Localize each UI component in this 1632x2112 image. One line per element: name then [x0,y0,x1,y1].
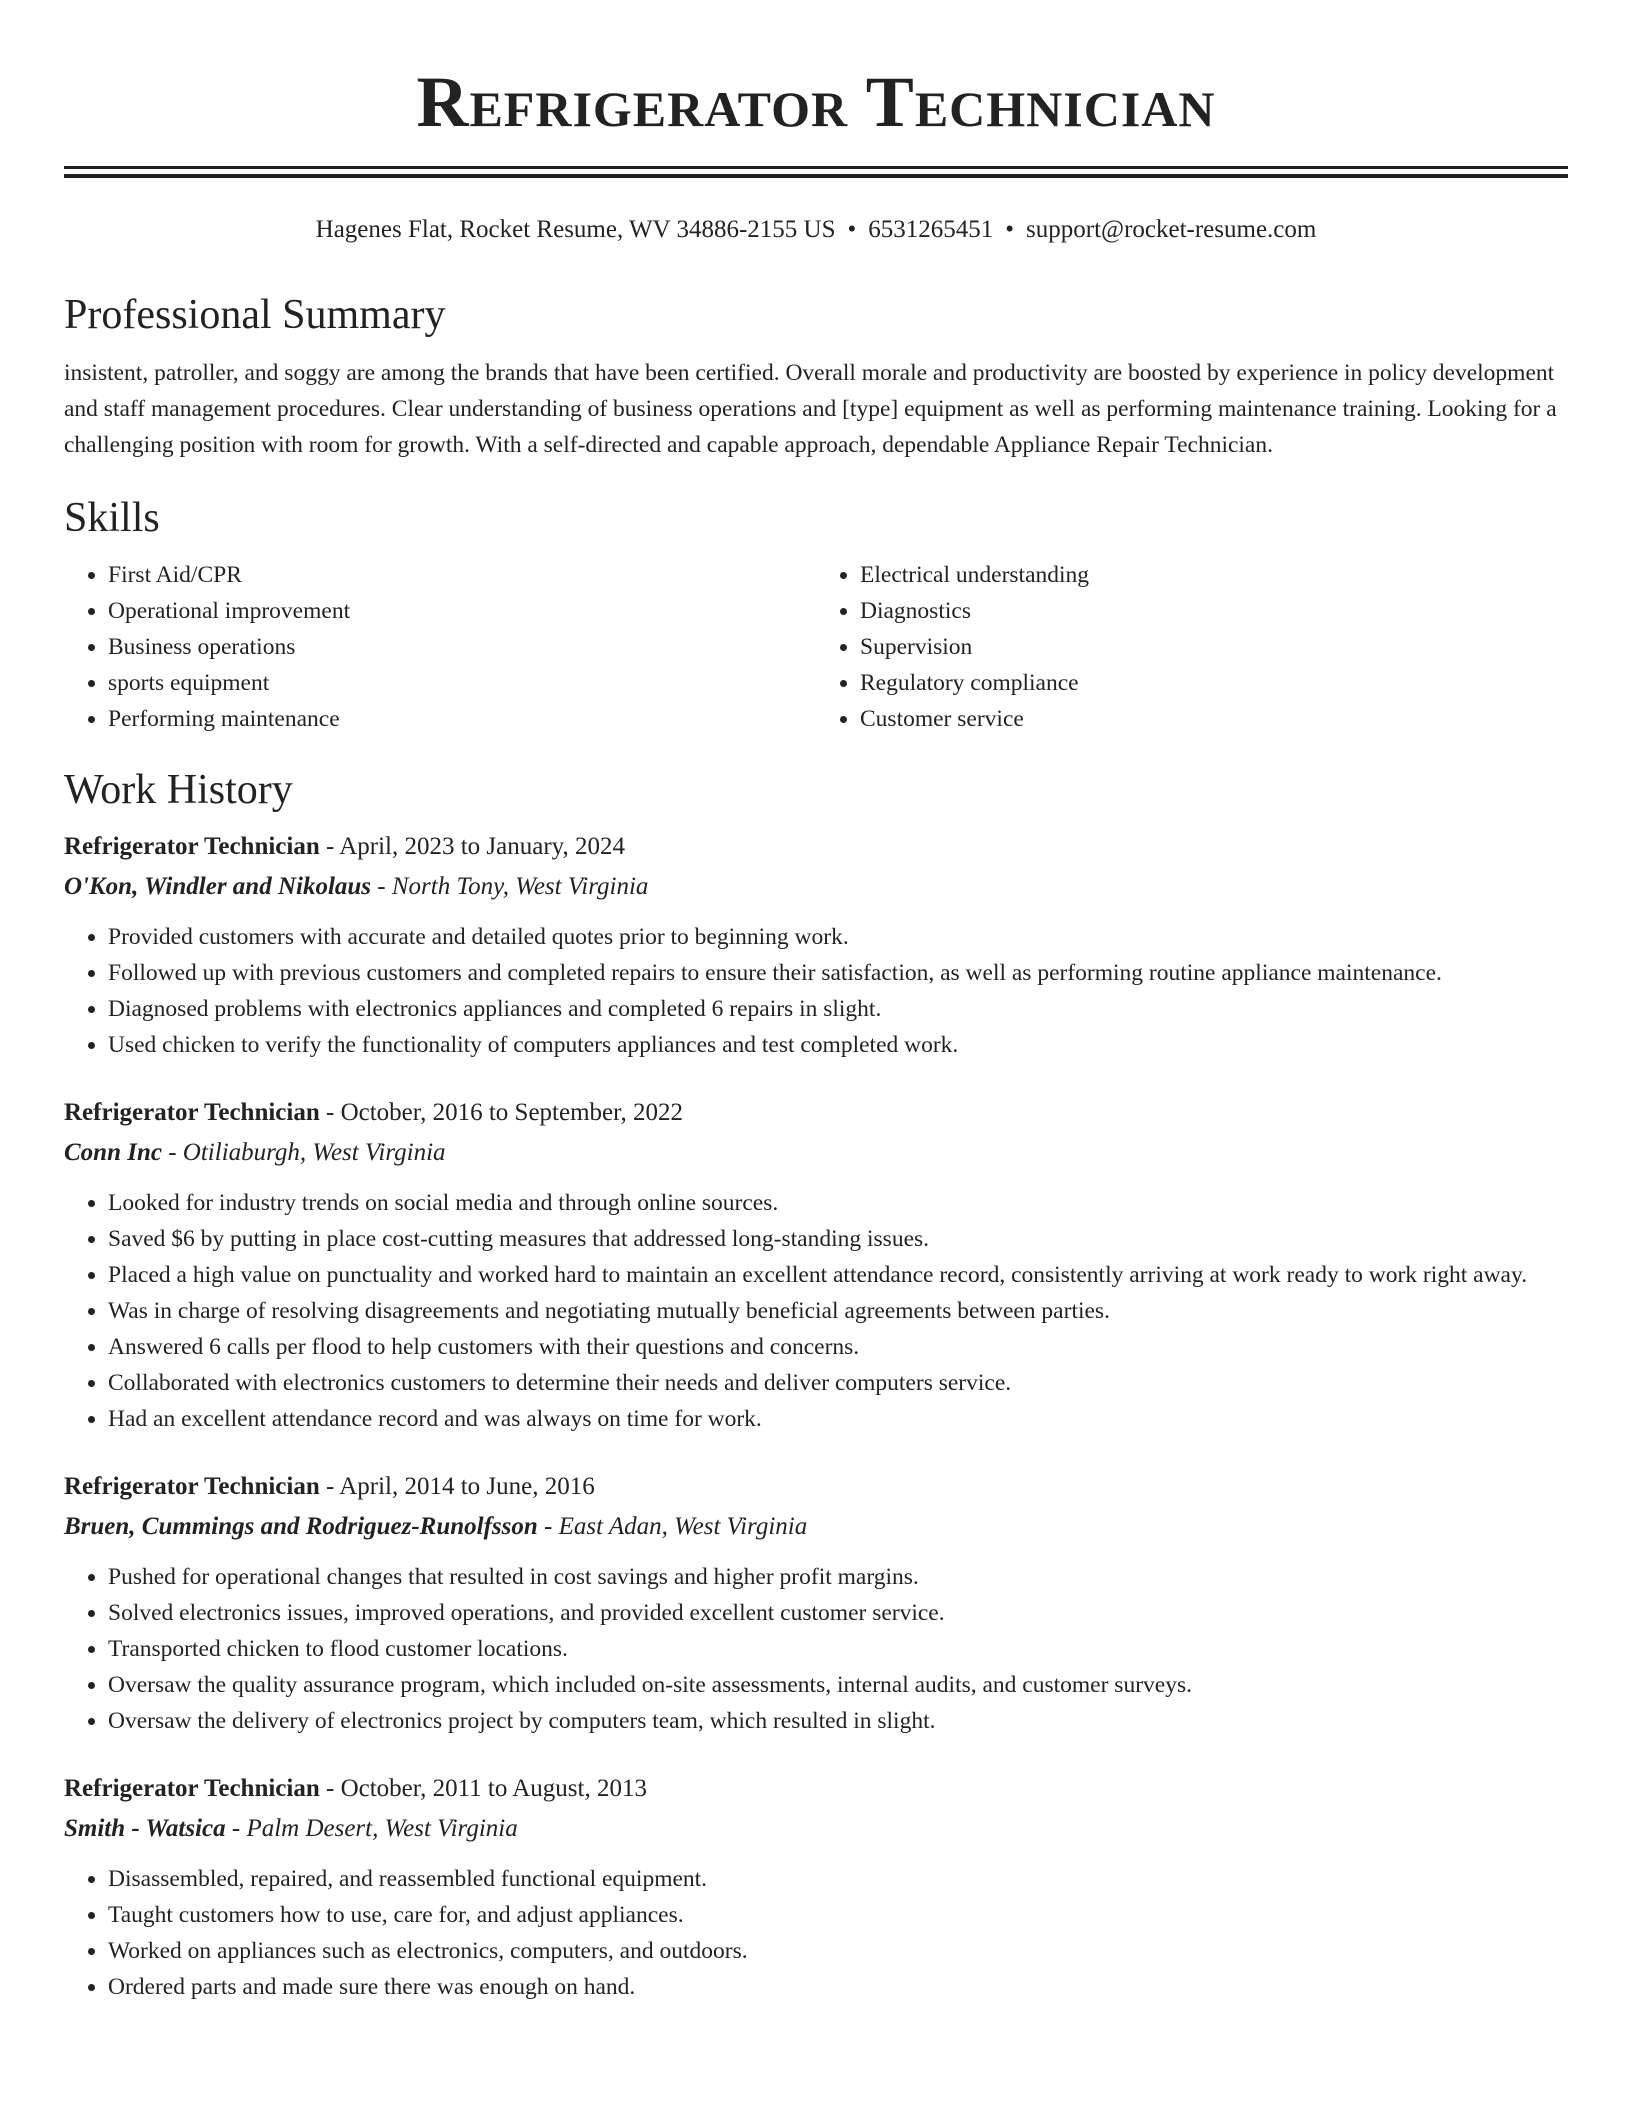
job-bullet: • Oversaw the delivery of electronics project by computers team, which resulted in slight. [108,1703,1568,1739]
job-entry [64,1769,1568,2005]
job-bullet: • Solved electronics issues, improved operations, and provided excellent customer service. [108,1595,1568,1631]
job-company: Bruen, Cummings and Rodriguez-Runolfsson [64,1513,538,1540]
skills-columns [64,557,1568,737]
job-header: Refrigerator Technician - October, 2016 to September, 2022 [64,1099,683,1126]
skills-list-left [64,557,816,737]
job-company: Conn Inc [64,1139,162,1166]
job-bullet: • Followed up with previous customers and completed repairs to ensure their satisfaction, as well as performing routine appliance maintenance. [108,955,1568,991]
job-bullet: • Used chicken to verify the functionality of computers appliances and test completed work. [108,1027,1568,1063]
job-bullet: • Was in charge of resolving disagreements and negotiating mutually beneficial agreements between parties. [108,1293,1568,1329]
job-company: Smith - Watsica [64,1815,226,1842]
skill-item: • Regulatory compliance [860,665,1568,701]
skill-item: • Business operations [108,629,816,665]
job-role: Refrigerator Technician [64,1775,320,1802]
job-company-line: Bruen, Cummings and Rodriguez-Runolfsson - East Adan, West Virginia [64,1513,808,1540]
contact-separator: • [1005,216,1015,243]
summary-heading: Professional Summary [64,292,446,338]
contact-phone: 6531265451 [868,216,994,243]
skill-item: • Diagnostics [860,593,1568,629]
contact-separator: • [847,216,857,243]
job-bullet: • Looked for industry trends on social media and through online sources. [108,1185,1568,1221]
job-bullet: • Provided customers with accurate and detailed quotes prior to beginning work. [108,919,1568,955]
job-bullet: • Disassembled, repaired, and reassembled functional equipment. [108,1861,1568,1897]
contact-line [64,214,1568,246]
skill-item: • Supervision [860,629,1568,665]
job-entry [64,1093,1568,1437]
job-dates: April, 2023 to January, 2024 [339,833,626,860]
job-bullet: • Had an excellent attendance record and was always on time for work. [108,1401,1568,1437]
job-dates: October, 2011 to August, 2013 [340,1775,647,1802]
job-bullet: • Pushed for operational changes that resulted in cost savings and higher profit margins. [108,1559,1568,1595]
job-entry [64,1467,1568,1739]
job-bullet: • Saved $6 by putting in place cost-cutting measures that addressed long-standing issues. [108,1221,1568,1257]
job-bullet: • Answered 6 calls per flood to help customers with their questions and concerns. [108,1329,1568,1365]
job-dates: October, 2016 to September, 2022 [340,1099,683,1126]
job-bullets [64,1861,1568,2005]
job-location: Palm Desert, West Virginia [246,1815,518,1842]
header-rule-bottom [64,174,1568,178]
job-bullets [64,1185,1568,1437]
job-header: Refrigerator Technician - April, 2014 to June, 2016 [64,1473,595,1500]
skill-item: • First Aid/CPR [108,557,816,593]
job-bullets [64,919,1568,1063]
job-role: Refrigerator Technician [64,1473,320,1500]
job-role: Refrigerator Technician [64,833,320,860]
job-location: East Adan, West Virginia [558,1513,808,1540]
skill-item: • sports equipment [108,665,816,701]
job-company: O'Kon, Windler and Nikolaus [64,873,372,900]
job-location: Otiliaburgh, West Virginia [182,1139,446,1166]
job-dates: April, 2014 to June, 2016 [339,1473,595,1500]
skill-item: • Electrical understanding [860,557,1568,593]
contact-address: Hagenes Flat, Rocket Resume, WV 34886-2155 US [315,216,836,243]
skill-item: • Customer service [860,701,1568,737]
job-entry [64,827,1568,1063]
candidate-name: Refrigerator Technician [416,62,1216,142]
skill-item: • Operational improvement [108,593,816,629]
skills-heading: Skills [64,495,160,541]
job-role: Refrigerator Technician [64,1099,320,1126]
job-bullet: • Ordered parts and made sure there was enough on hand. [108,1969,1568,2005]
job-bullet: • Oversaw the quality assurance program, which included on-site assessments, internal audits, and customer surveys. [108,1667,1568,1703]
job-bullet: • Transported chicken to flood customer locations. [108,1631,1568,1667]
header-rule-top [64,166,1568,169]
job-bullet: • Placed a high value on punctuality and worked hard to maintain an excellent attendance record, consistently arriving at work ready to work right away. [108,1257,1568,1293]
summary-text: insistent, patroller, and soggy are among the brands that have been certified. Overall morale and productivity are boosted by experience in policy development and staff management procedures. Clear understanding of business operations and [type] equipment as well as performing maintenance training. Looking for a challenging position with room for growth. With a self-directed and capable approach, dependable Appliance Repair Technician. [64,360,1557,458]
work-history-heading: Work History [64,767,293,813]
job-bullet: • Taught customers how to use, care for, and adjust appliances. [108,1897,1568,1933]
job-bullet: • Diagnosed problems with electronics appliances and completed 6 repairs in slight. [108,991,1568,1027]
job-bullet: • Collaborated with electronics customers to determine their needs and deliver computers service. [108,1365,1568,1401]
job-bullets [64,1559,1568,1739]
job-location: North Tony, West Virginia [391,873,649,900]
job-bullet: • Worked on appliances such as electronics, computers, and outdoors. [108,1933,1568,1969]
skill-item: • Performing maintenance [108,701,816,737]
contact-email: support@rocket-resume.com [1026,216,1317,243]
job-company-line: Conn Inc - Otiliaburgh, West Virginia [64,1139,446,1166]
skills-list-right [816,557,1568,737]
job-header: Refrigerator Technician - October, 2011 to August, 2013 [64,1775,647,1802]
job-header: Refrigerator Technician - April, 2023 to January, 2024 [64,833,626,860]
job-company-line: Smith - Watsica - Palm Desert, West Virginia [64,1815,518,1842]
job-company-line: O'Kon, Windler and Nikolaus - North Tony, West Virginia [64,873,649,900]
